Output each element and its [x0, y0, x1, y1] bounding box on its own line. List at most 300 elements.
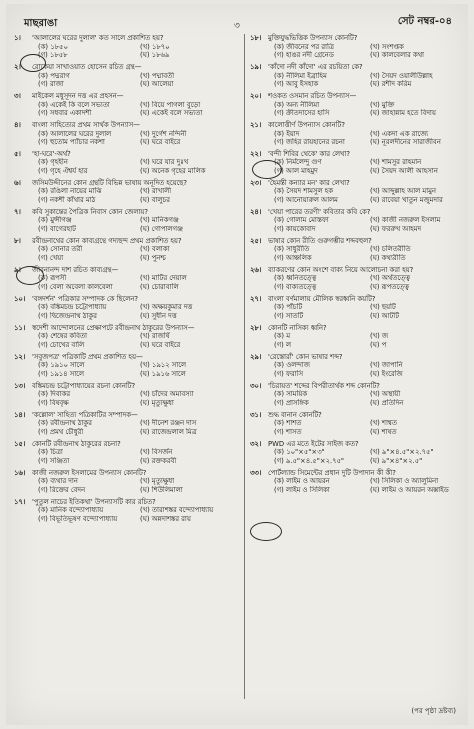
- pen-circle-mark: [16, 266, 44, 285]
- question-stem: [250, 382, 462, 391]
- option-list: [14, 448, 238, 465]
- question-item: [14, 382, 238, 408]
- answer-option: (গ) জহির রায়হানের রচনা: [274, 138, 345, 147]
- answer-option: (ক) লাইম ও আয়রন: [274, 477, 330, 486]
- question-item: [250, 382, 462, 408]
- option-list: [14, 158, 238, 175]
- answer-option: (ক) ১৮৫০: [38, 42, 68, 51]
- question-item: [14, 34, 238, 60]
- question-item: [14, 469, 238, 495]
- answer-option: (ঘ) রাজেন্দ্রলাল মিত্র: [140, 427, 197, 436]
- answer-option: (ক) দিবাকর: [38, 390, 70, 399]
- question-stem: [14, 498, 238, 507]
- answer-option: (ক) একেই কি বলে সভ্যতা: [38, 100, 110, 109]
- question-stem: [250, 469, 462, 478]
- answer-option: (গ) হাঙর নদী গ্রেনেড: [274, 51, 334, 60]
- answer-option: (গ) বাক্যতত্ত্বে: [274, 282, 317, 291]
- question-number: ৩১।: [250, 410, 262, 419]
- question-number: ২৭।: [250, 294, 262, 303]
- question-number: ৩০।: [250, 381, 262, 390]
- answer-option: (গ) প্রমথ চৌধুরী: [38, 427, 84, 436]
- question-number: ১৬।: [14, 468, 26, 477]
- question-item: [250, 411, 462, 437]
- question-text: জসিমউদ্দীনের কোন গ্রন্থটি বিভিন্ন ভাষায় অনূদিত হয়েছে?: [32, 178, 188, 187]
- question-item: [250, 353, 462, 379]
- answer-option: (গ) রিক্তের বেদন: [38, 485, 86, 494]
- answer-option: (ঘ) প: [370, 340, 387, 349]
- answer-option: (ক) ইয়াদ: [274, 129, 300, 138]
- answer-option: (খ) ১৮৭০: [140, 42, 170, 51]
- question-stem: [14, 34, 238, 43]
- answer-option: (গ) সাতটি: [274, 311, 304, 320]
- answer-option: (খ) কাজী নজরুল ইসলাম: [370, 216, 441, 225]
- answer-option: (ক) ধ্বনিতত্ত্বে: [274, 274, 317, 283]
- question-stem: [14, 63, 238, 72]
- answer-option: (গ) আবু ইসহাক: [274, 80, 319, 89]
- question-text: 'বঙ্গদর্শন' পত্রিকার সম্পাদক কে ছিলেন?: [32, 294, 139, 303]
- question-text: রবীন্দ্রনাথের কোন কাব্যগ্রন্থে গদ্যছন্দ প্রথম প্রকাশিত হয়?: [32, 236, 182, 245]
- question-text: বঙ্কিমচন্দ্র চট্টোপাধ্যায়ের রচনা কোনটি?: [32, 381, 136, 390]
- option-list: [250, 130, 462, 147]
- answer-option: (ঘ) রূপতত্ত্বে: [370, 282, 409, 291]
- question-text: শওকত ওসমান রচিত উপন্যাস—: [268, 91, 357, 100]
- question-number: ১২।: [14, 352, 26, 361]
- question-text: ভাষার কোন রীতি গুরুগম্ভীর শব্দবহুল?: [268, 236, 372, 245]
- option-list: [250, 274, 462, 291]
- option-list: [250, 216, 462, 233]
- answer-option: (গ) খেয়া: [38, 253, 64, 262]
- question-item: [250, 324, 462, 350]
- question-number: ৪।: [14, 120, 21, 129]
- question-number: ১৯।: [250, 62, 262, 71]
- answer-option: (ক) ১৯১০ সালে: [38, 361, 85, 370]
- question-text: 'চিরায়ত' শব্দের বিপরীতার্থক শব্দ কোনটি?: [268, 381, 380, 390]
- question-text: 'কল্লোল' সাহিত্য পত্রিকাটির সম্পাদক—: [32, 410, 138, 419]
- option-list: [14, 245, 238, 262]
- answer-option: (ক) রবীন্দ্রনাথ ঠাকুর: [38, 419, 92, 428]
- answer-option: (ক) সৈয়দ শামসুল হক: [274, 187, 334, 196]
- answer-option: (গ) শাসত: [274, 427, 302, 436]
- answer-option: (গ) আঞ্চলিক: [274, 253, 312, 262]
- answer-option: (গ) প্রাসঙ্গিক: [274, 398, 309, 407]
- question-text: মাইকেল মধুসূদন দত্ত এর প্রহসন—: [32, 91, 124, 100]
- question-text: বাংলা বর্ণমালায় মৌলিক স্বরধ্বনি কয়টি?: [268, 294, 376, 303]
- question-stem: [250, 237, 462, 246]
- answer-option: (খ) তারাশঙ্কর বন্দ্যোপাধ্যায়: [140, 506, 214, 515]
- answer-option: (গ) ৯.৫"×৪.৫"×২.৭৫": [274, 456, 345, 465]
- question-stem: [250, 411, 462, 420]
- answer-option: (ঘ) ৯"×৪"×২.৫": [370, 456, 423, 465]
- answer-option: (খ) সংশপ্তক: [370, 42, 404, 51]
- question-item: [14, 63, 238, 89]
- column-divider: [244, 34, 245, 699]
- answer-option: (ক) জীবনের পর রাত্রি: [274, 42, 334, 51]
- question-text: বাংলা সাহিত্যের প্রথম সার্থক উপন্যাস—: [32, 120, 140, 129]
- answer-option: (ঘ) ১৯১৬ সালে: [140, 369, 186, 378]
- answer-option: (খ) রাজর্ষি: [140, 332, 170, 341]
- answer-option: (গ) বিভূতিভূষণ বন্দ্যোপাধ্যায়: [38, 514, 118, 523]
- question-text: কালোত্তীর্ণ উপন্যাস কোনটি?: [268, 120, 345, 129]
- question-item: [250, 179, 462, 205]
- question-item: [14, 498, 238, 524]
- question-number: ২৮।: [250, 323, 262, 332]
- question-item: [14, 411, 238, 437]
- question-text: PWD এর মতে ইটের সাইজ কত?: [268, 439, 359, 448]
- answer-option: (ক) রূপসী: [38, 274, 67, 283]
- question-text: রোকেয়া সাখাওয়াত হোসেন রচিত গ্রন্থ—: [32, 62, 142, 71]
- answer-option: (ক) সাধুরীতি: [274, 245, 310, 254]
- answer-option: (ক) শাশত: [274, 419, 302, 428]
- answer-option: (খ) আব্দুল্লাহ আল মামুন: [370, 187, 436, 196]
- question-number: ২৫।: [250, 236, 262, 245]
- question-text: মুক্তিযুদ্ধভিত্তিক উপন্যাস কোনটি?: [268, 34, 358, 42]
- answer-option: (খ) শামসুর রাহমান: [370, 158, 422, 167]
- question-number: ৮।: [14, 236, 21, 245]
- question-stem: [14, 440, 238, 449]
- option-list: [14, 361, 238, 378]
- question-stem: [14, 411, 238, 420]
- question-number: ২২।: [250, 149, 262, 158]
- question-text: পোর্টল্যান্ড সিমেন্টের প্রধান দুটি উপাদান কী কী?: [268, 468, 396, 477]
- answer-option: (গ) ক্রীতদাসের হাসি: [274, 109, 330, 118]
- question-stem: [250, 150, 462, 159]
- question-stem: [14, 266, 238, 275]
- question-stem: [250, 121, 462, 130]
- question-number: ২৩।: [250, 178, 262, 187]
- option-list: [14, 477, 238, 494]
- answer-option: (ক) গোলাম মোস্তফা: [274, 216, 329, 225]
- answer-option: (খ) জ: [370, 332, 389, 341]
- answer-option: (ক) সোনার তরী: [38, 245, 83, 254]
- option-list: [14, 101, 238, 118]
- answer-option: (ক) নির্মলেন্দু গুণ: [274, 158, 322, 167]
- option-list: [250, 245, 462, 262]
- answer-option: (ঘ) কথ্যরীতি: [370, 253, 406, 262]
- answer-option: (ঘ) ইংরেজি: [370, 369, 403, 378]
- question-item: [250, 469, 462, 495]
- answer-option: (খ) বিয়ে পাগলা বুড়ো: [140, 100, 201, 109]
- question-stem: [14, 179, 238, 188]
- answer-option: (ঘ) পুনশ্চ: [140, 253, 166, 262]
- right-question-column: [250, 34, 462, 703]
- question-item: [250, 34, 462, 60]
- answer-option: (খ) বলাকা: [140, 245, 170, 254]
- question-text: কবি সুকান্তের পৈত্রিক নিবাস কোন জেলায়?: [32, 207, 148, 216]
- question-number: ৩২।: [250, 439, 262, 448]
- question-text: কোনটি রবীন্দ্রনাথ ঠাকুরের রচনা?: [32, 439, 121, 448]
- answer-option: (গ) গৃহে ঐশ্বর্য হার: [38, 167, 88, 176]
- question-item: [14, 121, 238, 147]
- question-item: [250, 121, 462, 147]
- pen-circle-mark: [250, 522, 282, 541]
- question-item: [250, 440, 462, 466]
- question-text: 'হৈমন্তী কন্যার মন' কার লেখা?: [268, 178, 350, 187]
- question-text: কোনটি নাসিক্য ধ্বনি?: [268, 323, 327, 332]
- answer-option: (ঘ) গোপালগঞ্জ: [140, 225, 183, 233]
- answer-option: (খ) জাপানি: [370, 361, 403, 370]
- question-stem: [250, 63, 462, 72]
- question-item: [250, 295, 462, 321]
- question-stem: [250, 266, 462, 275]
- question-number: ১৫।: [14, 439, 26, 448]
- set-number: সেট নম্বর-০৪: [397, 16, 452, 27]
- answer-option: (খ) মৃত্যুক্ষুধা: [140, 477, 175, 486]
- pen-circle-mark: [20, 54, 46, 72]
- question-stem: [250, 208, 462, 217]
- pen-circle-mark: [252, 160, 282, 179]
- option-list: [250, 43, 462, 60]
- question-item: [250, 266, 462, 292]
- question-text: ব্যাকরণের কোন অংশে বাক্য নিয়ে আলোচনা করা হয়?: [268, 265, 414, 274]
- question-number: ২০।: [250, 91, 262, 100]
- question-number: ১৪।: [14, 410, 26, 419]
- option-list: [250, 303, 462, 320]
- answer-option: (ক) নীলিমা ইব্রাহিম: [274, 71, 327, 80]
- answer-option: (খ) দুর্গেশ নন্দিনী: [140, 129, 187, 138]
- answer-option: (খ) চলিতরীতি: [370, 245, 411, 254]
- answer-option: (ঘ) আটটি: [370, 311, 399, 320]
- answer-option: (ঘ) জাহান্নাম হতে বিদায়: [370, 109, 436, 118]
- question-number: ৯।: [14, 265, 21, 274]
- answer-option: (গ) সঞ্জিতা: [38, 456, 70, 465]
- question-item: [250, 208, 462, 234]
- answer-option: (গ) বাগেরহাট: [38, 225, 76, 233]
- answer-option: (খ) মুক্তি: [370, 100, 395, 109]
- answer-option: (ক) শেষের কবিতা: [38, 332, 87, 341]
- answer-option: (গ) বেলা অবেলা কালবেলা: [38, 282, 113, 291]
- answer-option: (খ) চাঁদের অমাবস্যা: [140, 390, 194, 399]
- answer-option: (ঘ) একেই বলে সভ্যতা: [140, 109, 203, 118]
- answer-option: (ক) পদ্মরাগ: [38, 71, 70, 80]
- answer-option: (ঘ) রশীদ করিম: [370, 80, 412, 89]
- question-stem: [14, 469, 238, 478]
- answer-option: (ক) পাঁচটি: [274, 303, 303, 312]
- question-text: 'সবুজপত্র' পত্রিকাটি প্রথম প্রকাশিত হয়—: [32, 352, 143, 361]
- option-list: [14, 187, 238, 204]
- question-number: ২৪।: [250, 207, 262, 216]
- answer-option: (ক) গৃহহীন: [38, 158, 68, 167]
- question-number: ২১।: [250, 120, 262, 129]
- question-item: [250, 63, 462, 89]
- question-text: 'রেস্তোরাঁ' কোন ভাষার শব্দ?: [268, 352, 343, 361]
- answer-option: (গ) সধবার একাদশী: [38, 109, 92, 118]
- answer-option: (খ) শাশ্বত: [370, 419, 397, 428]
- question-stem: [14, 121, 238, 130]
- answer-option: (ঘ) শিউলিমালা: [140, 485, 183, 494]
- question-text: 'বন্দী শিবির থেকে' কার লেখা?: [268, 149, 350, 158]
- option-list: [250, 361, 462, 378]
- question-stem: [250, 440, 462, 449]
- question-number: ১১।: [14, 323, 26, 332]
- answer-option: (গ) রাজা: [38, 80, 64, 89]
- option-list: [250, 72, 462, 89]
- answer-option: (ঘ) ফররুখ আহমদ: [370, 225, 422, 233]
- question-number: ১৩।: [14, 381, 26, 390]
- question-number: ১।: [14, 34, 21, 42]
- answer-option: (ক) চিত্রা: [38, 448, 63, 457]
- question-stem: [14, 324, 238, 333]
- question-text: কাজী নজরুল ইসলামের উপন্যাস কোনটি?: [32, 468, 147, 477]
- question-text: শুদ্ধ বানান কোনটি?: [268, 410, 322, 419]
- answer-option: (ঘ) ঘরে বাইরে: [140, 340, 181, 349]
- header-title: মাছরাঙা: [24, 18, 58, 29]
- option-list: [250, 332, 462, 349]
- answer-option: (খ) অক্ষয়কুমার দত্ত: [140, 303, 193, 312]
- answer-option: (ঘ) সুধীন দত্ত: [140, 311, 177, 320]
- question-stem: [14, 150, 238, 159]
- question-number: ১০।: [14, 294, 26, 303]
- answer-option: (গ) ফরাসি: [274, 369, 304, 378]
- question-text: 'আলালের ঘরের দুলাল' কত সালে প্রকাশিত হয়?: [32, 34, 164, 42]
- answer-option: (ক) রঙিলা নায়ের মাঝি: [38, 187, 102, 196]
- answer-option: (গ) ১৮৫৮: [38, 51, 68, 60]
- question-item: [250, 237, 462, 263]
- answer-option: (ঘ) মৃত্যুক্ষুধা: [140, 398, 174, 407]
- page-number: ৩: [234, 21, 240, 31]
- answer-option: (গ) দ্বিজেন্দ্রনাথ ঠাকুর: [38, 311, 97, 320]
- question-number: ১৮।: [250, 34, 262, 42]
- answer-option: (গ) লাইম ও সিলিকা: [274, 485, 330, 494]
- answer-option: (ঘ) নূরলদীনের সারাজীবন: [370, 138, 441, 147]
- question-number: ৩৩।: [250, 468, 262, 477]
- question-number: ২৯।: [250, 352, 262, 361]
- answer-option: (খ) অস্থায়ী: [370, 390, 401, 399]
- question-stem: [14, 92, 238, 101]
- question-number: ২।: [14, 62, 21, 71]
- answer-option: (গ) আনোয়ারুল আলম: [274, 196, 338, 205]
- exam-page: [6, 4, 468, 725]
- option-list: [250, 448, 462, 465]
- answer-option: (ঘ) লাইম ও আয়রন অক্সাইড: [370, 485, 449, 494]
- option-list: [14, 72, 238, 89]
- question-item: [250, 150, 462, 176]
- question-item: [14, 295, 238, 321]
- answer-option: (খ) মানিকগঞ্জ: [140, 216, 179, 225]
- answer-option: (ক) ১০"×৫"×৩": [274, 448, 325, 457]
- answer-option: (ঘ) চোরাবালি: [140, 282, 179, 291]
- continued-note: (পর পৃষ্ঠা দ্রষ্টব্য): [411, 707, 456, 715]
- question-stem: [14, 353, 238, 362]
- answer-option: (ক) মুন্সীগঞ্জ: [38, 216, 72, 225]
- answer-option: (ঘ) অনেক গৃহের মালিক: [140, 167, 206, 176]
- question-number: ১৭।: [14, 497, 26, 506]
- question-text: 'পুতুল নাচের ইতিকথা' উপন্যাসটি কার রচিত?: [32, 497, 156, 506]
- question-stem: [14, 382, 238, 391]
- option-list: [250, 101, 462, 118]
- question-item: [14, 440, 238, 466]
- option-list: [14, 216, 238, 233]
- question-item: [14, 266, 238, 292]
- answer-option: (ঘ) বালুচর: [140, 196, 170, 205]
- option-list: [250, 477, 462, 494]
- question-item: [14, 92, 238, 118]
- question-stem: [14, 208, 238, 217]
- answer-option: (গ) বিষবৃক্ষ: [38, 398, 69, 407]
- answer-option: (ঘ) ১৮৬৯: [140, 51, 170, 60]
- option-list: [250, 419, 462, 436]
- question-stem: [250, 353, 462, 362]
- option-list: [14, 332, 238, 349]
- answer-option: (ঘ) রক্তকরবী: [140, 456, 177, 465]
- answer-option: (খ) ঘরে যার দুঃখ: [140, 158, 189, 167]
- question-stem: [14, 295, 238, 304]
- option-list: [250, 187, 462, 204]
- answer-option: (ক) ব্যথার দান: [38, 477, 78, 486]
- question-stem: [250, 34, 462, 43]
- answer-option: (ঘ) শাষত: [370, 427, 397, 436]
- option-list: [14, 506, 238, 523]
- answer-option: (গ) চোখের বালি: [38, 340, 85, 349]
- answer-option: (ক) মানিক বন্দ্যোপাধ্যায়: [38, 506, 104, 515]
- question-number: ৭।: [14, 207, 21, 216]
- answer-option: (ঘ) সৈয়দ আলী আহসান: [370, 167, 438, 176]
- question-stem: [250, 92, 462, 101]
- question-item: [14, 237, 238, 263]
- answer-option: (খ) বিসর্জন: [140, 448, 173, 457]
- answer-option: (ঘ) কালবেলার কথা: [370, 51, 425, 60]
- answer-option: (ঘ) অন্নদাশঙ্কর রায়: [140, 514, 191, 523]
- question-text: জীবনানন্দ দাশ রচিত কাব্যগ্রন্থ—: [32, 265, 119, 274]
- left-question-column: [14, 34, 238, 703]
- answer-option: (খ) অর্থতত্ত্বে: [370, 274, 410, 283]
- answer-option: (গ) কায়কোবাদ: [274, 225, 316, 233]
- answer-option: (ক) অন্য নীলিমা: [274, 100, 320, 109]
- question-item: [14, 150, 238, 176]
- option-list: [250, 390, 462, 407]
- question-stem: [250, 179, 462, 188]
- answer-option: (ঘ) রাবেয়া খাতুন মজুমদার: [370, 196, 443, 205]
- answer-option: (ক) সাময়িক: [274, 390, 308, 399]
- answer-option: (খ) রাখালী: [140, 187, 172, 196]
- answer-option: (খ) পদ্মাবতী: [140, 71, 175, 80]
- answer-option: (খ) সৈয়দ ওয়ালীউল্লাহ: [370, 71, 433, 80]
- question-text: 'কাঁদো নদী কাঁদো' এর রচয়িতা কে?: [268, 62, 363, 71]
- answer-option: (খ) ছয়টি: [370, 303, 396, 312]
- question-number: ৫।: [14, 149, 21, 158]
- answer-option: (গ) ল: [274, 340, 291, 349]
- question-number: ৩।: [14, 91, 21, 100]
- answer-option: (ঘ) ঘরে বাইরে: [140, 138, 181, 147]
- question-number: ৬।: [14, 178, 21, 187]
- option-list: [14, 43, 238, 60]
- answer-option: (ক) ওলন্দাজ: [274, 361, 310, 370]
- question-stem: [14, 237, 238, 246]
- option-list: [14, 303, 238, 320]
- option-list: [14, 390, 238, 407]
- question-number: ২৬।: [250, 265, 262, 274]
- answer-option: (খ) দীনেশ রঞ্জন দাস: [140, 419, 197, 428]
- question-item: [14, 324, 238, 350]
- question-item: [14, 208, 238, 234]
- answer-option: (খ) ১৯১২ সালে: [140, 361, 186, 370]
- answer-option: (খ) ৯"×৪.৫"×২.৭৫": [370, 448, 434, 457]
- answer-option: (গ) নকশী কাঁথার মাঠ: [38, 196, 96, 205]
- answer-option: (গ) হুতোম প্যাঁচার নকশা: [38, 138, 105, 147]
- answer-option: (খ) সিলিকা ও অ্যালুমিনা: [370, 477, 439, 486]
- question-item: [14, 179, 238, 205]
- option-list: [14, 130, 238, 147]
- question-text: 'হা-ঘরে'-অর্থ?: [32, 149, 71, 158]
- question-stem: [250, 324, 462, 333]
- answer-option: (ক) ম: [274, 332, 290, 341]
- answer-option: (ক) আলালের ঘরের দুলাল: [38, 129, 112, 138]
- answer-option: (ঘ) আলেয়া: [140, 80, 174, 89]
- answer-option: (ক) বঙ্কিমচন্দ্র চট্টোপাধ্যায়: [38, 303, 107, 312]
- option-list: [14, 419, 238, 436]
- question-item: [14, 353, 238, 379]
- question-item: [250, 92, 462, 118]
- answer-option: (খ) মাটির দেয়াল: [140, 274, 187, 283]
